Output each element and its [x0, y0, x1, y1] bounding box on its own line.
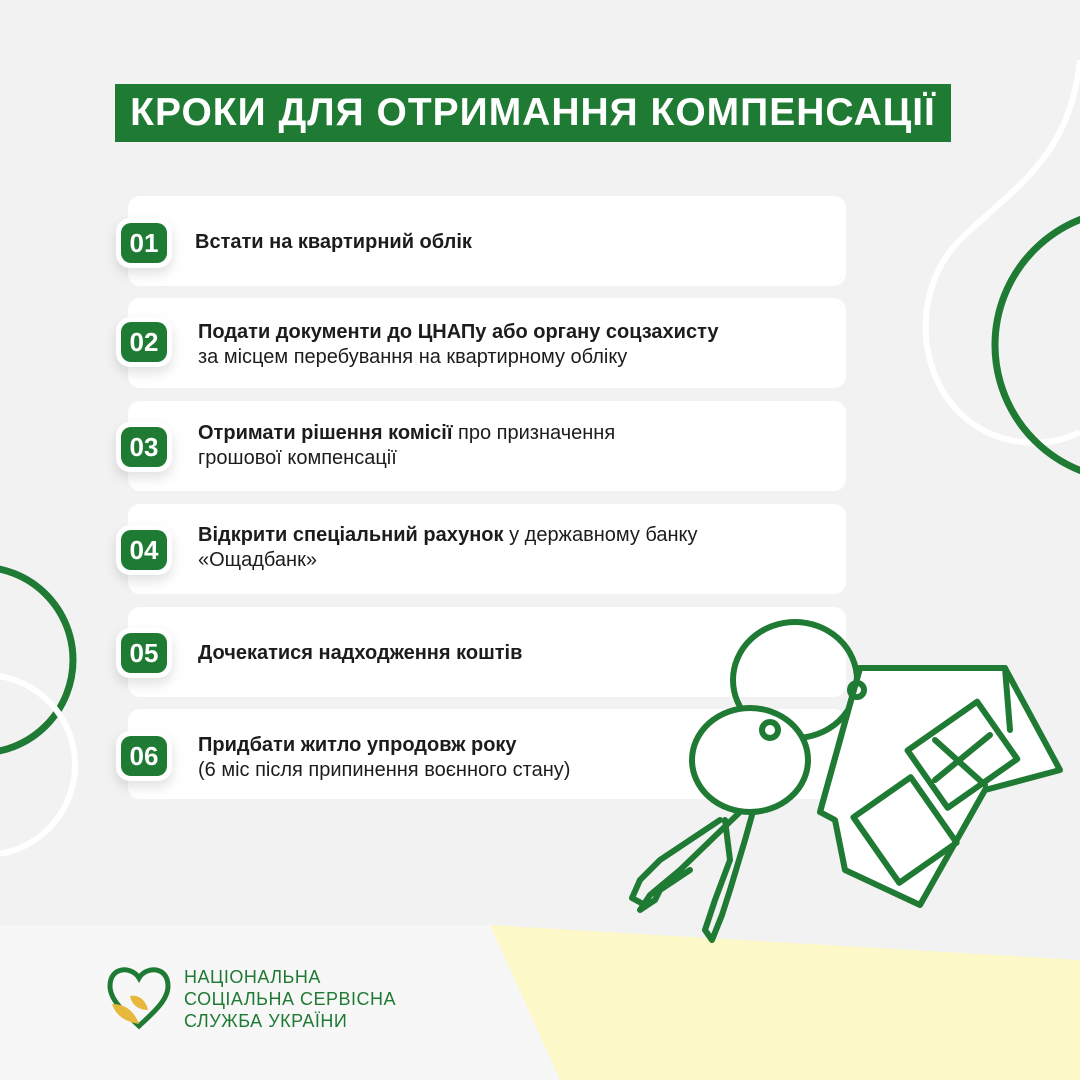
step-badge-6: [116, 731, 172, 781]
org-line: СЛУЖБА УКРАЇНИ: [184, 1011, 348, 1031]
org-line: НАЦІОНАЛЬНА: [184, 967, 321, 987]
step-text-5: [198, 641, 798, 666]
step-text-1: [195, 230, 795, 255]
step-bold: Отримати рішення комісії: [198, 422, 453, 444]
step-number: 03: [121, 427, 167, 467]
step-badge-2: [116, 317, 172, 367]
step-number: 04: [121, 530, 167, 570]
step-bold: Подати документи до ЦНАПу або органу соцзахисту: [198, 321, 719, 343]
step-number: 01: [121, 223, 167, 263]
step-bold: Встати на квартирний облік: [195, 231, 472, 253]
step-text-2: [198, 320, 798, 370]
yellow-band: [490, 925, 1080, 1080]
step-bold: Відкрити спеціальний рахунок: [198, 524, 504, 546]
step-badge-1: [116, 218, 172, 268]
org-name: [184, 966, 396, 1032]
step-badge-5: [116, 628, 172, 678]
step-rest: у державному банку «Ощадбанк»: [198, 524, 698, 571]
step-bold: Дочекатися надходження коштів: [198, 642, 523, 664]
heart-hands-logo-icon: [104, 964, 174, 1030]
step-badge-4: [116, 525, 172, 575]
step-bold: Придбати житло упродовж року: [198, 734, 517, 756]
step-rest: (6 міс після припинення воєнного стану): [198, 759, 571, 781]
page-title: КРОКИ ДЛЯ ОТРИМАННЯ КОМПЕНСАЦІЇ: [115, 84, 951, 142]
step-number: 02: [121, 322, 167, 362]
step-rest: за місцем перебування на квартирному обліку: [198, 346, 628, 368]
org-line: СОЦІАЛЬНА СЕРВІСНА: [184, 989, 396, 1009]
step-text-4: [198, 523, 708, 573]
step-text-6: [198, 733, 798, 783]
step-number: 06: [121, 736, 167, 776]
step-badge-3: [116, 422, 172, 472]
step-number: 05: [121, 633, 167, 673]
green-circle-left: [0, 567, 73, 753]
step-rest: про призначення грошової компенсації: [198, 422, 616, 469]
step-text-3: [198, 421, 698, 471]
